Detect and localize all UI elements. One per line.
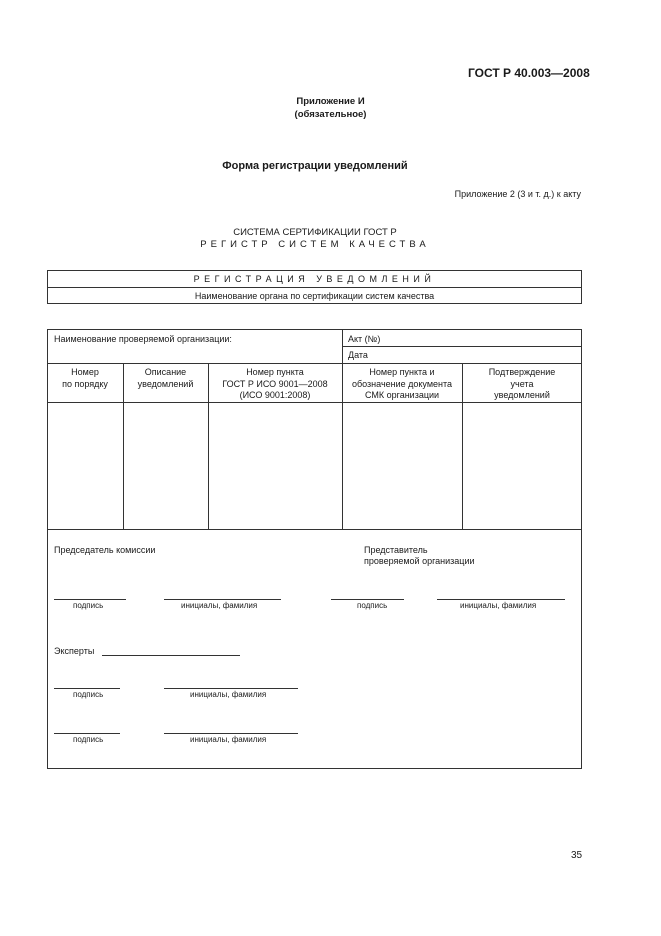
registration-title: РЕГИСТРАЦИЯ УВЕДОМЛЕНИЙ [193, 274, 436, 284]
expert2-signature-caption: подпись [73, 735, 104, 744]
column-header-gost-clause: Номер пункта ГОСТ Р ИСО 9001—2008 (ИСО 9001:2008) [222, 367, 328, 400]
system-name: СИСТЕМА СЕРТИФИКАЦИИ ГОСТ Р [233, 227, 397, 238]
column-header-description: Описание уведомлений [137, 367, 194, 389]
date-label: Дата [348, 350, 368, 360]
expert2-signature-line [54, 733, 120, 734]
chairman-initials-caption: инициалы, фамилия [181, 601, 258, 610]
form-title: Форма регистрации уведомлений [222, 160, 408, 172]
representative-label-line2: проверяемой организации [364, 556, 475, 566]
org-name-label: Наименование проверяемой организации: [54, 334, 232, 344]
register-name: РЕГИСТР СИСТЕМ КАЧЕСТВА [200, 239, 430, 250]
column-header-divider [47, 402, 582, 403]
representative-initials-caption: инициалы, фамилия [460, 601, 537, 610]
column-header-qms-document: Номер пункта и обозначение документа СМК организации [351, 367, 453, 400]
chairman-signature-caption: подпись [73, 601, 104, 610]
act-date-divider [342, 346, 582, 347]
representative-initials-line [437, 599, 565, 600]
chairman-signature-line [54, 599, 126, 600]
header-divider [47, 363, 582, 364]
certification-body-label: Наименование органа по сертификации систем качества [194, 291, 435, 301]
annex-title: Приложение И [296, 96, 365, 107]
table-body-bottom [47, 529, 582, 530]
expert1-signature-line [54, 688, 120, 689]
registration-divider [47, 287, 582, 288]
representative-label-line1: Представитель [364, 545, 428, 555]
expert1-initials-caption: инициалы, фамилия [190, 690, 267, 699]
column-header-number: Номер по порядку [62, 367, 108, 389]
experts-line [102, 655, 240, 656]
expert1-signature-caption: подпись [73, 690, 104, 699]
expert2-initials-line [164, 733, 298, 734]
chairman-initials-line [164, 599, 281, 600]
chairman-label: Председатель комиссии [54, 545, 156, 555]
annex-status: (обязательное) [294, 109, 367, 120]
reference-note: Приложение 2 (3 и т. д.) к акту [454, 189, 581, 199]
column-header-confirmation: Подтверждение учета уведомлений [488, 367, 556, 400]
act-number-label: Акт (№) [348, 334, 381, 344]
experts-label: Эксперты [54, 646, 95, 656]
expert2-initials-caption: инициалы, фамилия [190, 735, 267, 744]
expert1-initials-line [164, 688, 298, 689]
page-number: 35 [571, 850, 583, 861]
representative-signature-caption: подпись [357, 601, 388, 610]
document-code: ГОСТ Р 40.003—2008 [468, 66, 590, 80]
representative-signature-line [331, 599, 404, 600]
